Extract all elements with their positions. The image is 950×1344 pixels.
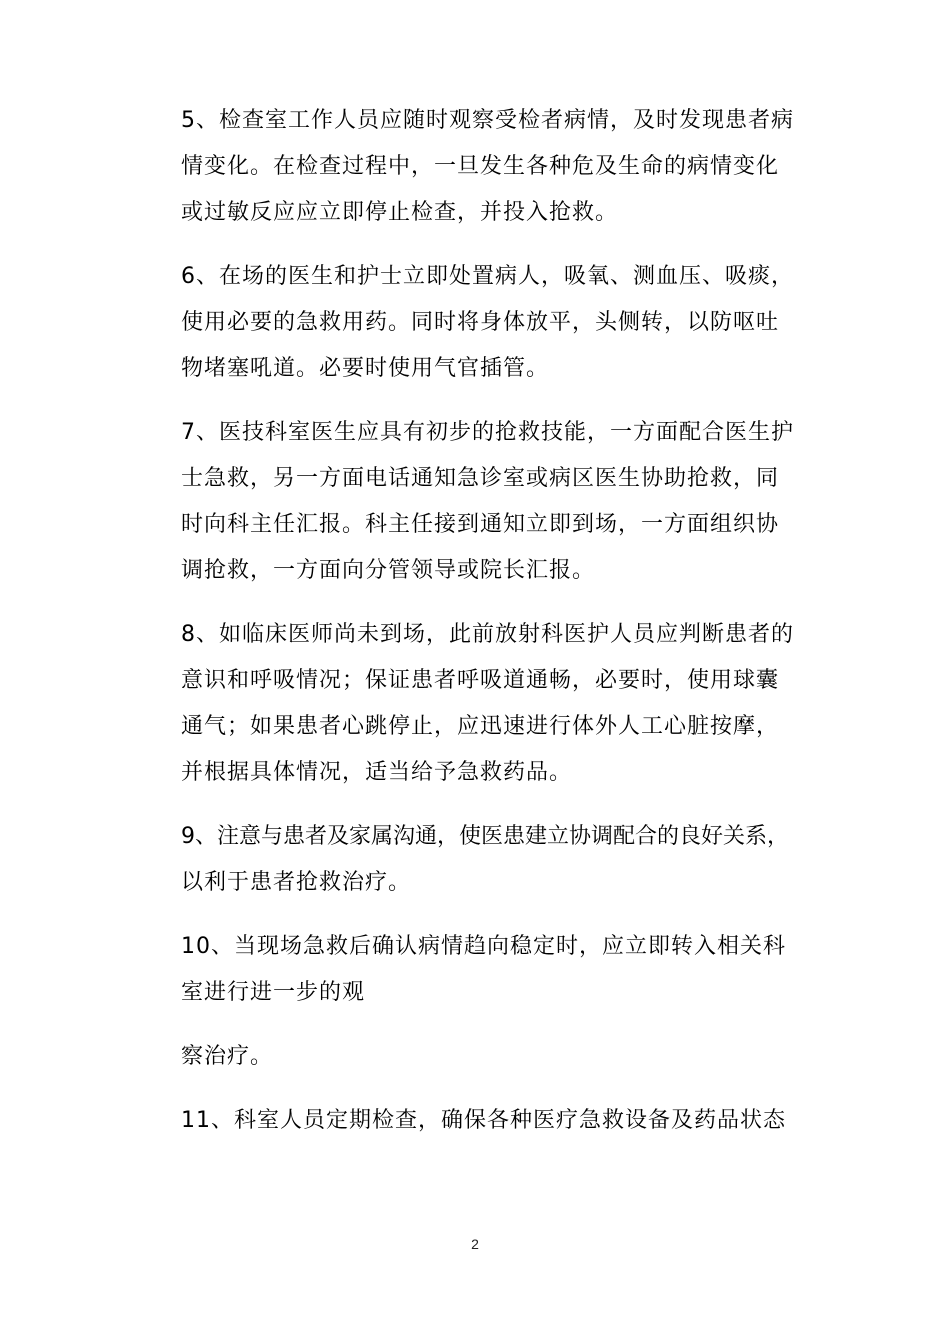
text-line: 8、如临床医师尚未到场，此前放射科医护人员应判断患者的	[181, 622, 794, 647]
text-line: 情变化。在检查过程中，一旦发生各种危及生命的病情变化	[181, 154, 780, 179]
paragraph-11	[181, 1098, 786, 1144]
text-line: 11、科室人员定期检查，确保各种医疗急救设备及药品状态	[181, 1108, 786, 1133]
paragraph-7	[181, 410, 794, 594]
text-line: 并根据具体情况，适当给予急救药品。	[181, 760, 573, 785]
text-line: 5、检查室工作人员应随时观察受检者病情，及时发现患者病	[181, 108, 794, 133]
text-line: 以利于患者抢救治疗。	[181, 870, 412, 895]
paragraph-9	[181, 814, 789, 906]
text-line: 10、当现场急救后确认病情趋向稳定时，应立即转入相关科	[181, 934, 786, 959]
paragraph-10-continued	[181, 1034, 781, 1080]
text-line: 7、医技科室医生应具有初步的抢救技能，一方面配合医生护	[181, 420, 794, 445]
document-body	[181, 98, 794, 1162]
text-line: 时向科主任汇报。科主任接到通知立即到场，一方面组织协	[181, 512, 780, 537]
text-line: 物堵塞吼道。必要时使用气官插管。	[181, 356, 550, 381]
text-line: 调抢救，一方面向分管领导或院长汇报。	[181, 558, 596, 583]
text-line: 通气；如果患者心跳停止，应迅速进行体外人工心脏按摩，	[181, 714, 780, 739]
paragraph-6	[181, 254, 794, 392]
text-line: 意识和呼吸情况；保证患者呼吸道通畅，必要时，使用球囊	[181, 668, 780, 693]
text-line: 使用必要的急救用药。同时将身体放平，头侧转，以防呕吐	[181, 310, 780, 335]
paragraph-5	[181, 98, 794, 236]
text-line: 室进行进一步的观	[181, 980, 366, 1005]
paragraph-8	[181, 612, 794, 796]
text-line: 9、注意与患者及家属沟通，使医患建立协调配合的良好关系，	[181, 824, 789, 849]
text-line: 察治疗。	[181, 1044, 274, 1069]
paragraph-10	[181, 924, 786, 1016]
text-line: 士急救，另一方面电话通知急诊室或病区医生协助抢救，同	[181, 466, 780, 491]
page-number: 2	[471, 1236, 479, 1252]
text-line: 6、在场的医生和护士立即处置病人，吸氧、测血压、吸痰，	[181, 264, 794, 289]
text-line: 或过敏反应应立即停止检查，并投入抢救。	[181, 200, 619, 225]
